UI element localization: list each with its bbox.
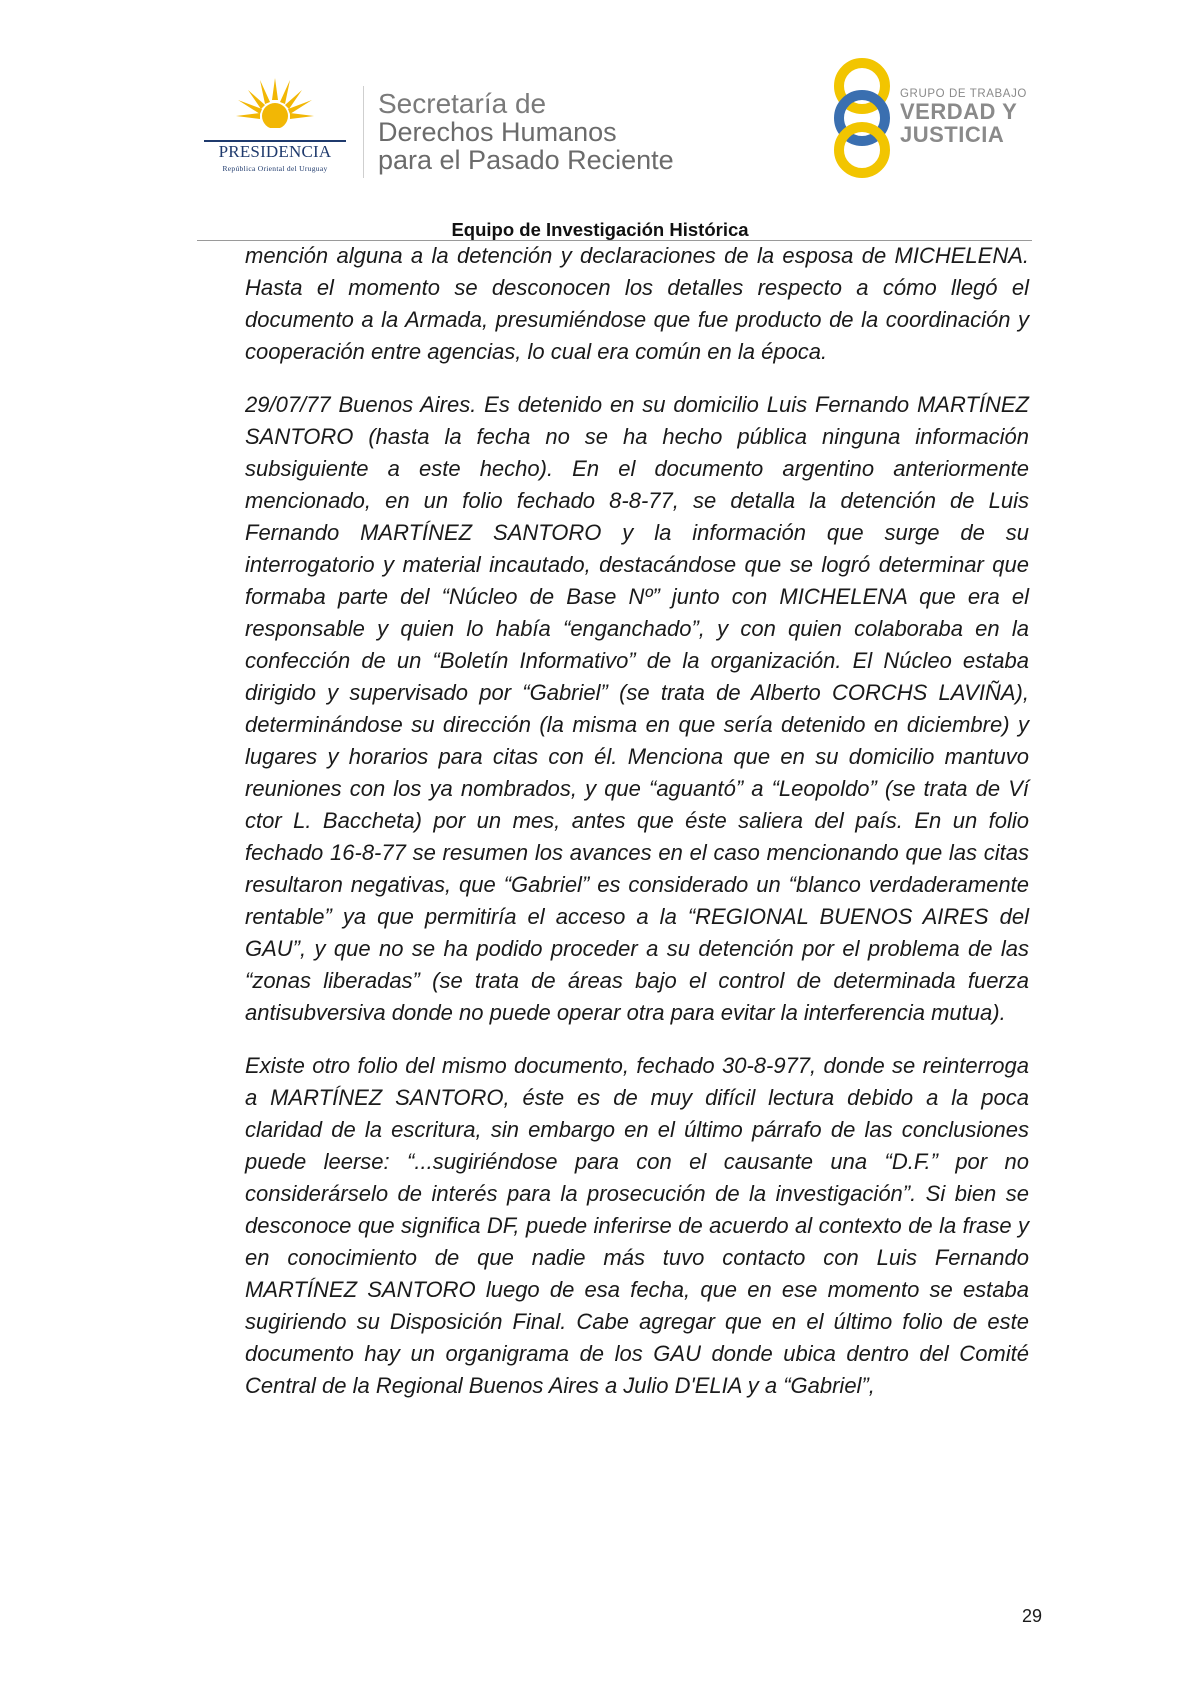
page-header	[0, 0, 1190, 240]
presidencia-subtitle: República Oriental del Uruguay	[222, 164, 328, 173]
presidencia-logo	[196, 76, 354, 176]
document-body	[245, 240, 1029, 1423]
page-number: 29	[1021, 1606, 1042, 1626]
grupo-trabajo-line-1: GRUPO DE TRABAJO	[900, 88, 1027, 100]
paragraph: Existe otro folio del mismo documento, fechado 30-8-977, donde se reinterroga a MARTÍNEZ SANTORO, éste es de muy difícil lectura debido a la poca claridad de la escritura, sin embargo en el último párrafo de las conclusiones puede leerse: “...sugiriéndose para con el causante una “D.F.” por no considerárselo de interés para la prosecución de la investigación”. Si bien se desconoce que significa DF, puede inferirse de acuerdo al contexto de la frase y en conocimiento de que nadie más tuvo contacto con Luis Fernando MARTÍNEZ SANTORO luego de esa fecha, que en ese momento se estaba sugiriendo su Disposición Final. Cabe agregar que en el último folio de este documento hay un organigrama de los GAU donde ubica dentro del Comité Central de la Regional Buenos Aires a Julio D'ELIA y a “Gabriel”,	[245, 1053, 1029, 1398]
sun-icon	[234, 76, 316, 142]
paragraph: 29/07/77 Buenos Aires. Es detenido en su domicilio Luis Fernando MARTÍNEZ SANTORO (hasta la fecha no se ha hecho pública ninguna información subsiguiente a este hecho). En el documento argentino anteriormente mencionado, en un folio fechado 8-8-77, se detalla la detención de Luis Fernando MARTÍNEZ SANTORO y la información que surge de su interrogatorio y material incautado, destacándose que se logró determinar que formaba parte del “Núcleo de Base Nº” junto con MICHELENA que era el responsable y quien lo había “enganchado”, y con quien colaboraba en la confección de un “Boletín Informativo” de la organización. El Núcleo estaba dirigido y supervisado por “Gabriel” (se trata de Alberto CORCHS LAVIÑA), determinándose su dirección (la misma en que sería detenido en diciembre) y lugares y horarios para citas con él. Menciona que en su domicilio mantuvo reuniones con los ya nombrados, y que “aguantó” a “Leopoldo” (se trata de Ví ctor L. Baccheta) por un mes, antes que éste saliera del país. En un folio fechado 16-8-77 se resumen los avances en el caso mencionando que las citas resultaron negativas, que “Gabriel” es considerado un “blanco verdaderamente rentable” ya que permitiría el acceso a la “REGIONAL BUENOS AIRES del GAU”, y que no se ha podido proceder a su detención por el problema de las “zonas liberadas” (se trata de áreas bajo el control de determinada fuerza antisubversiva donde no puede operar otra para evitar la interferencia mutua).	[245, 392, 1029, 1025]
secretaria-line-3: para el Pasado Reciente	[378, 145, 674, 175]
team-title: Equipo de Investigación Histórica	[451, 219, 749, 240]
paragraph: mención alguna a la detención y declaraciones de la esposa de MICHELENA. Hasta el momento se desconocen los detalles respecto a cómo llegó el documento a la Armada, presumiéndose que fue producto de la coordinación y cooperación entre agencias, lo cual era común en la época.	[245, 243, 1029, 364]
secretaria-line-2: Derechos Humanos	[378, 117, 617, 147]
header-divider	[363, 86, 364, 178]
grupo-trabajo-logo-text	[900, 88, 1027, 146]
grupo-trabajo-line-2: VERDAD Y	[900, 99, 1018, 124]
grupo-trabajo-line-3: JUSTICIA	[900, 122, 1005, 147]
presidencia-name: PRESIDENCIA	[218, 142, 332, 161]
secretaria-line-1: Secretaría de	[378, 88, 547, 119]
secretaria-logo-text	[378, 90, 674, 174]
